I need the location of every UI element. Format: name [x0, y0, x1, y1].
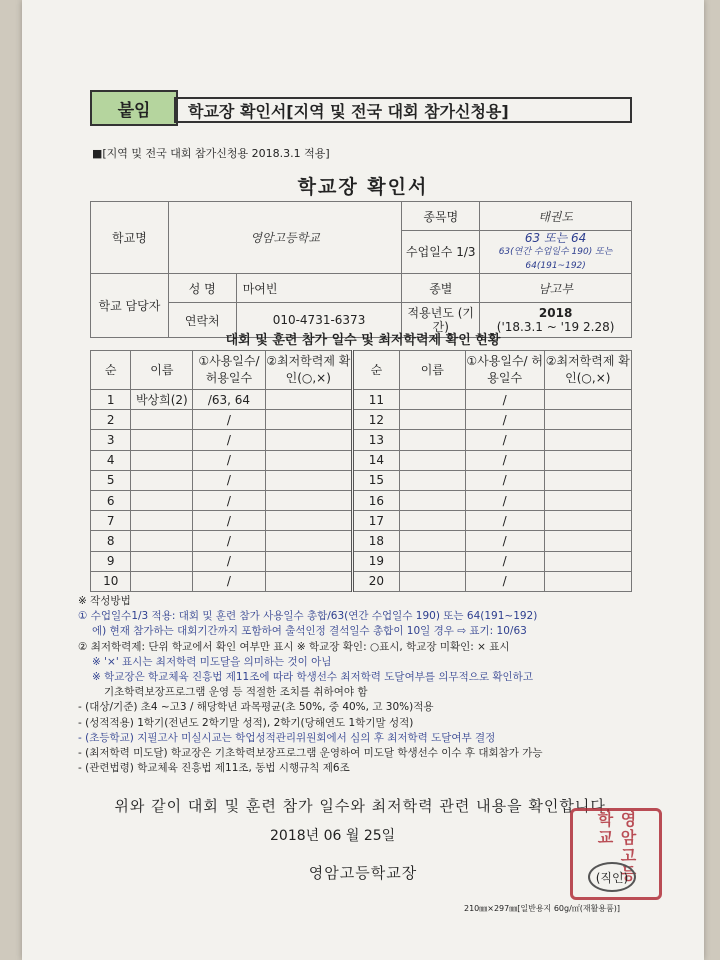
table-header-row: [91, 351, 632, 390]
event-value: 태권도: [480, 202, 632, 231]
row-name: [131, 450, 193, 470]
note-5: - (대상/기준) 초4 ~고3 / 해당학년 과목평균(초 50%, 중 40%, 고 30%)적용: [78, 701, 434, 714]
note-3: ※ '×' 표시는 최저학력 미도달을 의미하는 것이 아님: [92, 655, 332, 668]
row-min: [544, 470, 631, 490]
row-days: /: [465, 490, 544, 510]
row-no: 15: [352, 470, 399, 490]
type-value: 남고부: [480, 274, 632, 303]
row-no: 10: [91, 571, 131, 591]
table-row: [91, 531, 632, 551]
row-min: [265, 531, 352, 551]
row-min: [544, 430, 631, 450]
name-label: 성 명: [168, 274, 236, 303]
attachment-tag: 붙임: [90, 90, 178, 126]
contact-label: 연락처: [168, 303, 236, 338]
contact-value: 010-4731-6373: [236, 303, 402, 338]
type-label: 종별: [402, 274, 480, 303]
note-7: - (초등학교) 지필고사 미실시교는 학업성적관리위원회에서 심의 후 최저학력 도달여부 결정: [78, 731, 496, 744]
row-no: 11: [352, 390, 399, 410]
col-no: 순: [91, 351, 131, 390]
row-name: [131, 430, 193, 450]
row-no: 13: [352, 430, 399, 450]
row-name: [399, 531, 465, 551]
table-row: [91, 511, 632, 531]
row-days: /63, 64: [193, 390, 265, 410]
row-name: [399, 511, 465, 531]
row-days: /: [193, 531, 265, 551]
col-days: ①사용일수/ 허용일수: [193, 351, 265, 390]
days-label: 수업일수 1/3: [402, 231, 480, 274]
row-min: [265, 470, 352, 490]
table-row: [91, 450, 632, 470]
note-4: ※ 학교장은 학교체육 진흥법 제11조에 따라 학생선수 최저학력 도달여부를 의무적으로 확인하고: [92, 671, 533, 684]
row-days: /: [465, 410, 544, 430]
row-min: [265, 551, 352, 571]
official-seal: 영암고등학교: [570, 808, 662, 900]
row-name: [131, 551, 193, 571]
row-name: [399, 571, 465, 591]
period-value: ('18.3.1 ~ '19 2.28): [496, 320, 615, 334]
notes: [78, 594, 678, 776]
row-no: 6: [91, 490, 131, 510]
notes-heading: ※ 작성방법: [78, 595, 131, 607]
row-min: [544, 450, 631, 470]
row-days: /: [193, 450, 265, 470]
page-title: 학교장 확인서: [297, 176, 429, 198]
participation-table: [90, 350, 632, 592]
document-sheet: [22, 0, 704, 960]
col-name: 이름: [399, 351, 465, 390]
row-min: [265, 511, 352, 531]
table-row: [91, 551, 632, 571]
col-days: ①사용일수/ 허용일수: [465, 351, 544, 390]
row-name: [399, 450, 465, 470]
document-header-title: 학교장 확인서[지역 및 전국 대회 참가신청용]: [174, 97, 632, 123]
col-no: 순: [352, 351, 399, 390]
row-no: 4: [91, 450, 131, 470]
note-2: ② 최저학력제: 단위 학교에서 확인 여부만 표시 ※ 학교장 확인: ○표시, 학교장 미확인: × 표시: [78, 640, 510, 653]
row-no: 8: [91, 531, 131, 551]
year-value: 2018: [538, 306, 573, 320]
row-no: 20: [352, 571, 399, 591]
row-min: [544, 551, 631, 571]
row-days: /: [193, 490, 265, 510]
row-min: [265, 410, 352, 430]
row-no: 14: [352, 450, 399, 470]
row-name: [131, 571, 193, 591]
row-name: [399, 430, 465, 450]
row-no: 9: [91, 551, 131, 571]
row-days: /: [193, 430, 265, 450]
col-name: 이름: [131, 351, 193, 390]
row-days: /: [465, 531, 544, 551]
table-row: [91, 390, 632, 410]
row-name: [399, 410, 465, 430]
row-no: 3: [91, 430, 131, 450]
row-no: 5: [91, 470, 131, 490]
row-days: /: [193, 571, 265, 591]
row-min: [544, 490, 631, 510]
row-min: [544, 390, 631, 410]
days-cell: [480, 231, 632, 274]
reference-note: ■[지역 및 전국 대회 참가신청용 2018.3.1 적용]: [92, 147, 330, 160]
table-row: [91, 430, 632, 450]
school-value: 영암고등학교: [168, 202, 402, 274]
row-min: [544, 511, 631, 531]
row-name: [131, 511, 193, 531]
note-1b: 에) 현재 참가하는 대회기간까지 포함하여 출석인정 결석일수 총합이 10일 경우 ⇨ 표기: 10/63: [92, 625, 527, 638]
section-title: 대회 및 훈련 참가 일수 및 최저학력제 확인 현황: [225, 333, 501, 348]
school-label: 학교명: [91, 202, 169, 274]
note-9: - (관련법령) 학교체육 진흥법 제11조, 동법 시행규칙 제6조: [78, 762, 350, 775]
row-days: /: [193, 410, 265, 430]
row-no: 19: [352, 551, 399, 571]
paper-spec: 210㎜×297㎜[일반용지 60g/㎡(재활용품)]: [464, 904, 621, 913]
row-no: 17: [352, 511, 399, 531]
row-days: /: [465, 390, 544, 410]
row-name: 박상희(2): [131, 390, 193, 410]
row-name: [131, 410, 193, 430]
col-min: ②최저학력제 확인(○,×): [265, 351, 352, 390]
row-min: [544, 410, 631, 430]
row-days: /: [465, 511, 544, 531]
confirmation-text: 위와 같이 대회 및 훈련 참가 일수와 최저학력 관련 내용을 확인합니다.: [114, 797, 612, 815]
row-no: 12: [352, 410, 399, 430]
row-days: /: [465, 450, 544, 470]
signature-date: 2018년 06 월 25일: [270, 828, 396, 844]
info-table: [90, 201, 632, 338]
row-no: 2: [91, 410, 131, 430]
table-row: [91, 490, 632, 510]
row-name: [131, 490, 193, 510]
row-days: /: [193, 551, 265, 571]
days-value: 63 또는 64: [524, 231, 587, 245]
row-no: 1: [91, 390, 131, 410]
row-name: [399, 390, 465, 410]
row-no: 16: [352, 490, 399, 510]
note-8: - (최저학력 미도달) 학교장은 기초학력보장프로그램 운영하여 미도달 학생선수 이수 후 대회참가 가능: [78, 747, 543, 760]
table-row: [91, 571, 632, 591]
table-row: [91, 470, 632, 490]
row-min: [265, 450, 352, 470]
col-min: ②최저학력제 확인(○,×): [544, 351, 631, 390]
year-label: 적용년도 (기간): [402, 303, 480, 338]
manager-label: 학교 담당자: [91, 274, 169, 338]
row-min: [265, 430, 352, 450]
table-row: [91, 410, 632, 430]
row-name: [399, 490, 465, 510]
days-detail: 63(연간 수업일수 190) 또는 64(191~192): [498, 247, 613, 271]
row-name: [131, 470, 193, 490]
note-6: - (성적적용) 1학기(전년도 2학기말 성적), 2학기(당해연도 1학기말 성적): [78, 716, 414, 729]
row-min: [265, 490, 352, 510]
note-1: ① 수업일수1/3 적용: 대회 및 훈련 참가 사용일수 총합/63(연간 수업일수 190) 또는 64(191~192): [78, 610, 538, 623]
row-days: /: [465, 430, 544, 450]
row-min: [544, 571, 631, 591]
row-name: [131, 531, 193, 551]
event-label: 종목명: [402, 202, 480, 231]
row-no: 18: [352, 531, 399, 551]
row-min: [265, 390, 352, 410]
row-days: /: [193, 470, 265, 490]
row-min: [265, 571, 352, 591]
row-min: [544, 531, 631, 551]
note-4b: 기초학력보장프로그램 운영 등 적절한 조치를 취하여야 함: [104, 686, 368, 699]
row-name: [399, 551, 465, 571]
row-days: /: [193, 511, 265, 531]
name-value: 마여빈: [236, 274, 402, 303]
row-days: /: [465, 470, 544, 490]
principal-name: 영암고등학교장: [308, 864, 418, 882]
row-no: 7: [91, 511, 131, 531]
seal-stamp-label: (직인): [588, 862, 636, 892]
row-days: /: [465, 571, 544, 591]
row-name: [399, 470, 465, 490]
row-days: /: [465, 551, 544, 571]
